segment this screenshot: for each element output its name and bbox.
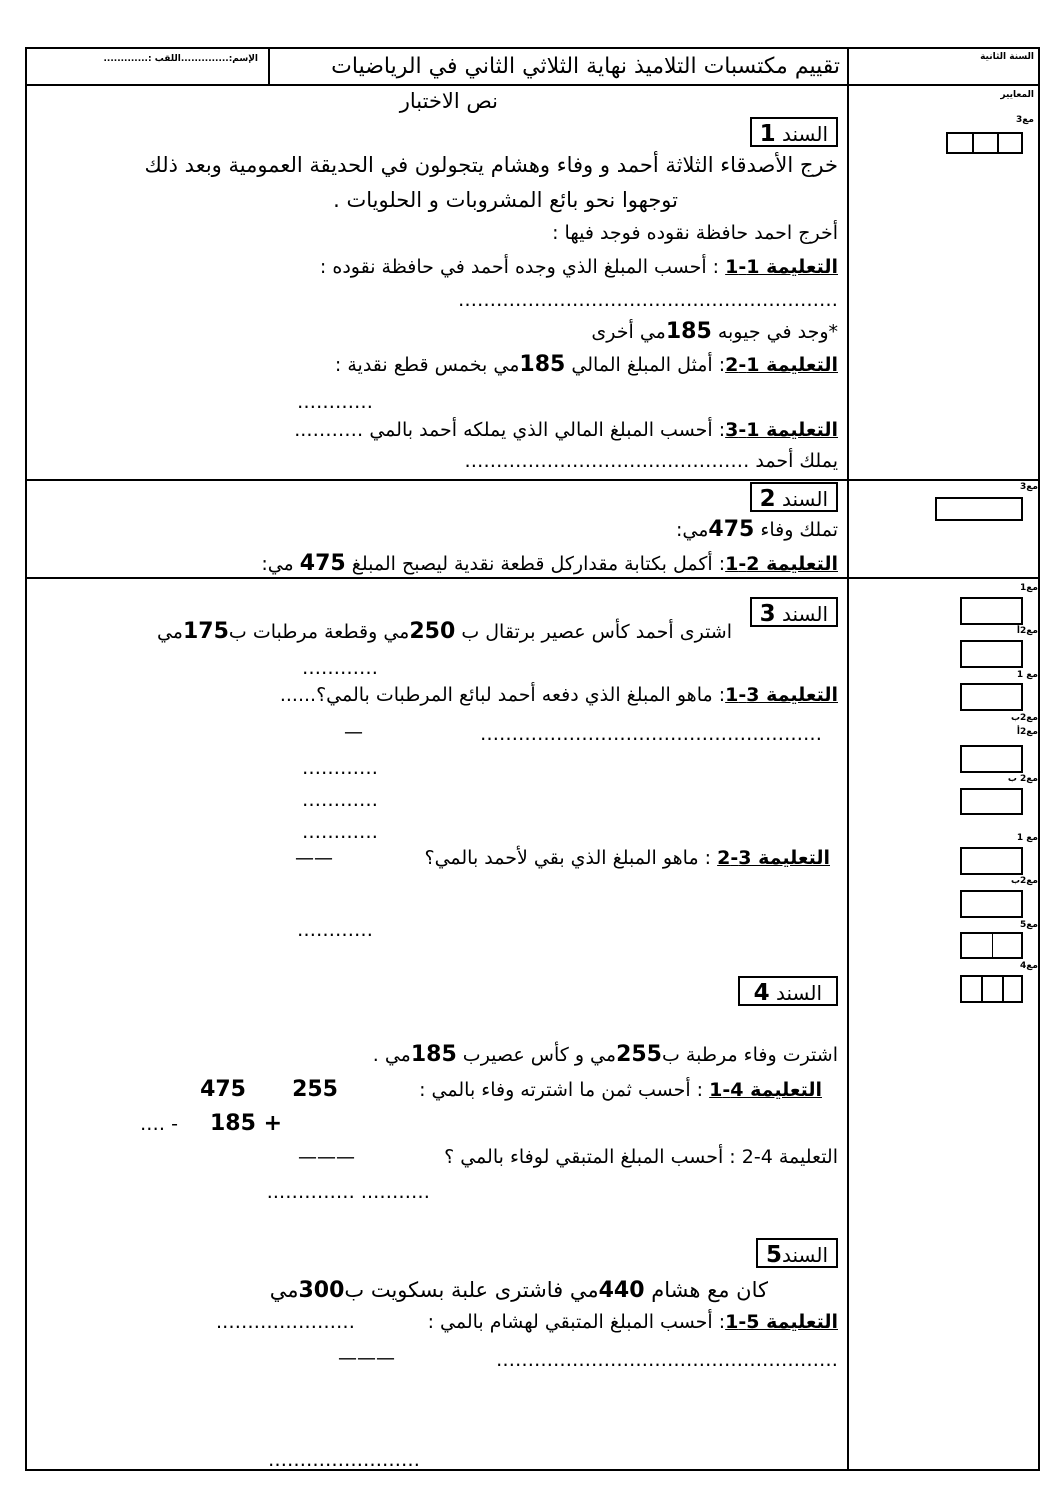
criterion-label: مع 1: [1016, 833, 1038, 843]
instruction-5-1: التعليمة 5-1: أحسب المبلغ المتبقي لهشام بالمي :: [427, 1311, 838, 1333]
answer-dash: ——: [295, 847, 333, 869]
operand: + 185: [209, 1111, 282, 1136]
criterion-label: مع2أ: [1016, 626, 1038, 636]
text-line: أخرج احمد حافظة نقوده فوجد فيها :: [552, 222, 838, 244]
grade-label: السنة الثانية: [980, 52, 1034, 62]
score-box[interactable]: [960, 788, 1023, 815]
answer-dash: ———: [298, 1146, 355, 1168]
score-box[interactable]: [935, 497, 1023, 521]
row-divider: [25, 84, 1040, 86]
section-3-box: السند 3: [750, 597, 838, 627]
answer-dots[interactable]: …………: [302, 657, 378, 679]
text-line: توجهوا نحو بائع المشروبات و الحلويات .: [333, 188, 678, 212]
operand: 255: [292, 1077, 338, 1102]
criterion-label: مع2ب: [1010, 713, 1038, 723]
criteria-label: المعايير: [1000, 90, 1034, 100]
criterion-label: مع2أ: [1016, 727, 1038, 737]
text-line: كان مع هشام 440مي فاشترى علبة بسكويت ب300مي: [269, 1278, 768, 1303]
answer-dots[interactable]: …………: [297, 391, 373, 413]
score-box[interactable]: [946, 132, 1023, 154]
answer-dots[interactable]: …………: [302, 821, 378, 843]
column-divider: [847, 47, 849, 1471]
instruction-4-1: التعليمة 4-1 : أحسب ثمن ما اشترته وفاء بالمي :: [419, 1079, 822, 1101]
score-box[interactable]: [960, 640, 1023, 668]
section-4-box: السند 4: [738, 976, 838, 1006]
answer-dots[interactable]: ……………………………………………………: [458, 289, 838, 311]
answer-dots[interactable]: ………………………………………………: [480, 723, 822, 745]
instruction-1-1: التعليمة 1-1 : أحسب المبلغ الذي وجده أحمد في حافظة نقوده :: [319, 256, 838, 278]
border-left: [25, 47, 27, 1471]
answer-dash: —: [344, 721, 363, 743]
criterion-label: مع3: [1020, 482, 1038, 492]
instruction-1-2: التعليمة 1-2: أمثل المبلغ المالي 185مي بخمس قطع نقدية :: [334, 352, 838, 377]
operand: 475: [200, 1077, 246, 1102]
section-1-box: السند 1: [750, 117, 838, 147]
answer-line[interactable]: يملك أحمد ………………………………………: [464, 450, 838, 472]
section-2-box: السند 2: [750, 482, 838, 512]
border-bottom: [25, 1469, 1040, 1471]
score-box[interactable]: [960, 847, 1023, 875]
page-title: تقييم مكتسبات التلاميذ نهاية الثلاثي الثاني في الرياضيات: [331, 54, 840, 79]
answer-dots[interactable]: …………: [302, 757, 378, 779]
text-line: تملك وفاء 475مي:: [676, 517, 838, 542]
text-line: اشترت وفاء مرطبة ب255مي و كأس عصيرب 185مي .: [372, 1042, 838, 1067]
criterion-label: مع 1: [1016, 670, 1038, 680]
test-title: نص الاختبار: [399, 89, 498, 113]
answer-dots[interactable]: …………: [297, 919, 373, 941]
row-divider: [25, 479, 1040, 481]
answer-dots[interactable]: ………………………………………………: [496, 1349, 838, 1371]
instruction-3-2: التعليمة 3-2 : ماهو المبلغ الذي بقي لأحمد بالمي؟: [424, 847, 830, 869]
text-line: خرج الأصدقاء الثلاثة أحمد و وفاء وهشام يتجولون في الحديقة العمومية وبعد ذلك: [144, 153, 838, 177]
answer-dots[interactable]: - ….: [140, 1113, 178, 1135]
answer-dots[interactable]: …………: [302, 789, 378, 811]
instruction-4-2: التعليمة 4-2 : أحسب المبلغ المتبقي لوفاء بالمي ؟: [444, 1146, 838, 1168]
border-right: [1038, 47, 1040, 1471]
border-top: [25, 47, 1040, 49]
name-field[interactable]: الإسم:..............اللقب :.............: [103, 54, 258, 64]
score-box[interactable]: [960, 597, 1023, 625]
score-box[interactable]: [960, 745, 1023, 773]
score-box[interactable]: [960, 683, 1023, 711]
instruction-1-3: التعليمة 1-3: أحسب المبلغ المالي الذي يملكه أحمد بالمي ………..: [294, 419, 838, 441]
score-box[interactable]: [960, 932, 1023, 959]
score-box[interactable]: [960, 890, 1023, 918]
text-line: *وجد في جيوبه 185مي أخرى: [591, 319, 838, 344]
header-divider: [268, 47, 270, 85]
row-divider: [25, 577, 1040, 579]
criterion-label: مع5: [1020, 920, 1038, 930]
text-line: اشترى أحمد كأس عصير برتقال ب 250مي وقطعة مرطبات ب175مي: [156, 619, 732, 644]
criterion-label: مع2 ب: [1007, 774, 1038, 784]
criterion-label: مع1: [1020, 583, 1038, 593]
answer-dash: ———: [338, 1347, 395, 1369]
section-5-box: السند5: [756, 1238, 838, 1268]
score-box[interactable]: [960, 975, 1023, 1003]
answer-dots[interactable]: ……….. …………..: [266, 1181, 430, 1203]
criterion-label: مع3: [1016, 115, 1034, 125]
answer-dots[interactable]: ………………….: [215, 1311, 355, 1333]
instruction-2-1: التعليمة 2-1: أكمل بكتابة مقداركل قطعة نقدية ليصبح المبلغ 475 مي:: [261, 551, 838, 576]
criterion-label: مع2ب: [1010, 876, 1038, 886]
criterion-label: مع4: [1020, 961, 1038, 971]
answer-dots[interactable]: ……………………: [268, 1449, 420, 1471]
instruction-3-1: التعليمة 3-1: ماهو المبلغ الذي دفعه أحمد لبائع المرطبات بالمي؟......: [279, 684, 838, 706]
